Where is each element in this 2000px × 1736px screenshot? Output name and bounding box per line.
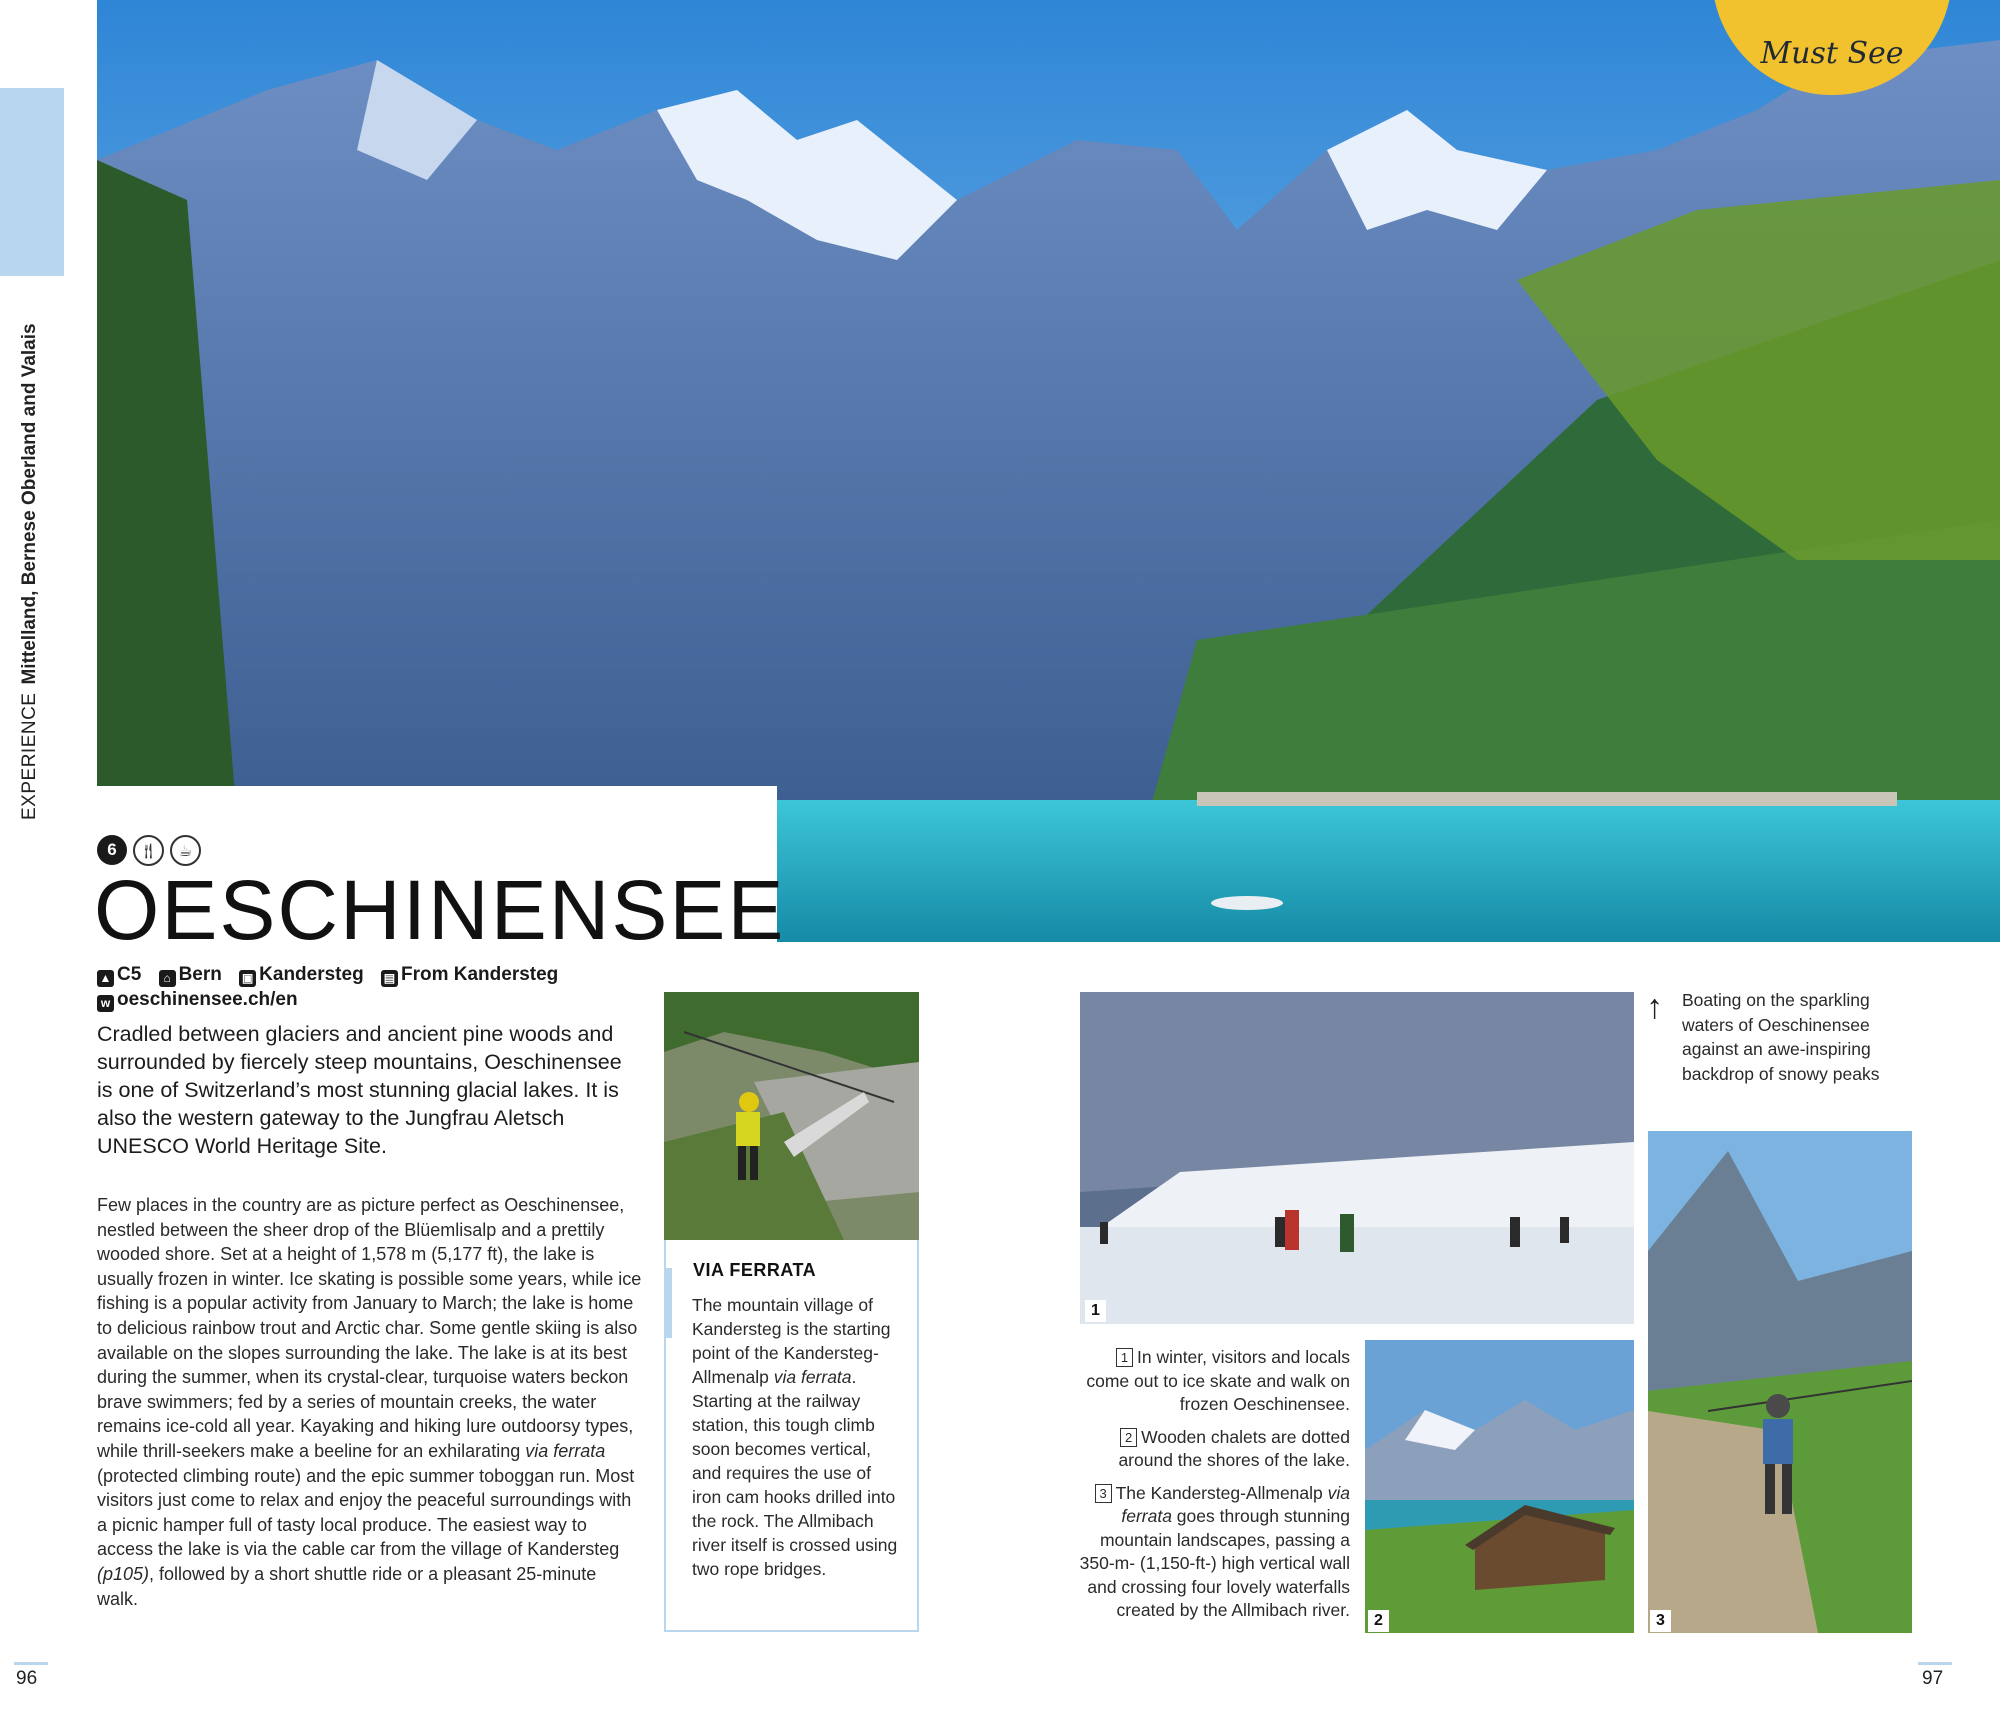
arrow-up-icon: ↑ [1646,988,1663,1026]
map-ref: C5 [117,964,142,985]
home-icon: ⌂ [159,970,176,987]
photo-number-1: 1 [1085,1300,1106,1322]
sidebar-box-text: The mountain village of Kandersteg is the starting point of the Kandersteg-Allmenalp via ferrata. Starting at the railway station, this tough climb soon becomes vertical, and requires the use of iron cam hooks drilled into the rock. The Allmibach river itself is crossed using two rope bridges. [692,1295,898,1579]
sidebar-box-title: VIA FERRATA [693,1260,817,1280]
region-label: Mittelland, Bernese Oberland and Valais [19,323,40,685]
page-number-right: 97 [1922,1668,1944,1689]
bus-ref: From Kandersteg [400,964,559,985]
page-title: OESCHINENSEE [94,863,786,957]
running-header [0,0,60,820]
fork-knife-icon: 🍴︎ [133,835,164,866]
web-icon: w [97,995,114,1012]
page-number-left: 96 [16,1668,38,1689]
website-link[interactable]: oeschinensee.ch/en [117,989,298,1010]
home-ref: Bern [178,964,222,985]
sidebar-accent-bar [664,1268,672,1338]
body-paragraph: Few places in the country are as picture perfect as Oeschinensee, nestled between the sheer drop of the Blüemlisalp and a prettily wooded shore. Set at a height of 1,578 m (5,177 ft), the lake is usually frozen in winter. Ice skating is possible some years, while ice fishing is a popular activity from January to March; the lake is home to delicious rainbow trout and Arctic char. Some gentle skiing is also available on the slopes surrounding the lake. The lake is at its best during the summer, when its crystal-clear, turquoise waters beckon brave swimmers; fed by a series of mountain creeks, the water remains ice-cold all year. Kayaking and hiking lure outdoorsy types, while thrill-seekers make a beeline for an exhilarating via ferrata (protected climbing route) and the epic summer toboggan run. Most visitors just come to relax and enjoy the peaceful surroundings with a picnic hamper full of tasty local produce. The easiest way to access the lake is via the cable car from the village of Kandersteg (p105), followed by a short shuttle ride or a pleasant 25-minute walk. [97,1195,642,1609]
entry-number: 6 [97,835,127,865]
train-icon: ▣ [239,970,256,987]
photo-number-3: 3 [1650,1610,1671,1632]
caption-1: 1 In winter, visitors and locals come out to ice skate and walk on frozen Oeschinensee. [1086,1347,1350,1414]
hero-caption: Boating on the sparkling waters of Oeschinensee against an awe-inspiring backdrop of snowy peaks [1682,990,1880,1084]
page-rule-right [1918,1662,1952,1665]
must-see-label: Must See [1760,36,1904,71]
caption-3: 3 The Kandersteg-Allmenalp via ferrata goes through stunning mountain landscapes, passing a 350-m- (1,150-ft-) high vertical wall and crossing four lovely waterfalls created by the Allmibach river. [1079,1482,1350,1620]
entry-info [97,962,570,1012]
via-ferrata-photo [1648,1131,1912,1633]
photo-captions [1070,1346,1350,1632]
page-rule-left [14,1662,48,1665]
caption-2: 2 Wooden chalets are dotted around the shores of the lake. [1118,1426,1350,1470]
section-label: EXPERIENCE [19,692,40,820]
bus-icon: ▤ [381,970,398,987]
winter-lake-photo [1080,992,1634,1324]
photo-number-2: 2 [1368,1610,1389,1632]
chalet-photo [1365,1340,1634,1633]
coffee-cup-icon: ☕︎ [170,835,201,866]
map-icon: ▲ [97,970,114,987]
climber-photo [664,992,919,1240]
train-ref: Kandersteg [259,964,364,985]
intro-paragraph: Cradled between glaciers and ancient pine woods and surrounded by fiercely steep mountains, Oeschinensee is one of Switzerland’s most stunning glacial lakes. It is also the western gateway to the Jungfrau Aletsch UNESCO World Heritage Site. [97,1022,622,1158]
